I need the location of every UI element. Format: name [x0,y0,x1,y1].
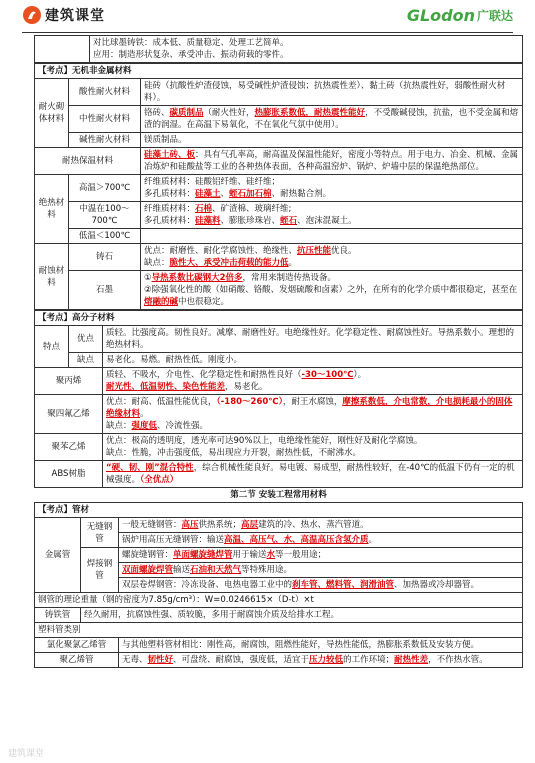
highlight: 单面螺旋缝焊管 [173,550,233,560]
text: 优点：耐磨性、耐化学腐蚀性、绝缘性、 [144,246,298,256]
row-header: 绝热材料 [35,175,69,244]
text: 多孔质材料： [144,189,196,199]
text-line [144,203,519,215]
row-header: 焊接钢管 [81,548,119,593]
row-header: 石墨 [69,271,141,310]
text: 铬砖、 [144,108,170,118]
cell-text [141,202,523,229]
text: ②除强氧化性的酸（如硝酸、铬酸、发烟硫酸和卤素）之外，在所有的化学介质中都很稳定，甚至在 [144,285,518,295]
highlight: 热膨胀系数低，耐热震性能好 [254,108,366,118]
text: 锅炉用高压无缝钢管：输送 [122,535,225,545]
cell-text: 易老化。易燃。耐热性低。刚度小。 [103,353,523,368]
cell-text [141,175,523,202]
highlight: 熔融的碱 [144,297,179,307]
text: 、耐热黏合剂。 [271,189,332,199]
highlight: 石油和天然气 [190,565,242,575]
text: 供热系统； [198,520,242,530]
text: 缺点： [144,258,170,268]
highlight: （全优点） [140,475,179,485]
text-line: 对比球墨铸铁：成本低、质量稳定、处理工艺简单。 [93,38,289,48]
cell-empty [35,36,90,63]
cell-text [103,395,523,434]
row-header: 特点 [35,326,69,368]
table-pipes [34,502,523,668]
text: 、泡沫混凝土。 [297,216,357,226]
text: 。 [368,535,378,545]
cell-text: 与其他塑料管材相比：刚性高，耐腐蚀，阻燃性能好，导热性能低，热膨胀系数低及安装方便。 [119,638,523,653]
text-line [144,245,519,257]
text-line [144,188,519,200]
row-header: 无缝钢管 [81,518,119,548]
text: 、 [220,189,230,199]
glodon-logo-text: GLodon [406,6,475,25]
highlight: 双面螺旋焊管 [122,565,174,575]
cell-text [119,563,523,578]
highlight: 抗压性能 [297,246,332,256]
text: 多孔质材料： [144,216,196,226]
text-line [106,420,519,432]
highlight: 强度低 [131,421,158,431]
text: 、可盘绕、耐腐蚀，强度低，适宜于 [173,655,310,665]
header-divider [22,32,513,33]
highlight: 硅藻土 [195,189,221,199]
table-polymer [34,310,523,488]
row-header: 聚丙烯 [35,368,103,395]
row-header: 高温＞700℃ [69,175,141,202]
highlight: （-180～260℃） [216,397,283,407]
text: 、冷流性强。 [157,421,209,431]
highlight: “硬、韧、刚”混合特性 [106,463,194,473]
text-line [144,257,519,269]
text: 等一般用途； [275,550,327,560]
text: 。 [288,258,298,268]
highlight: 碳质制品 [169,108,204,118]
text: ，不受酸碱侵蚀，抗盐，也不受金属和熔渣的润湿。在高温下易氧化，不在氧化气氛中使用）。 [144,108,519,130]
table-top [34,35,523,63]
highlight: 硅藻料 [195,216,221,226]
highlight: 压力较低 [309,655,344,665]
text: ：具有气孔率高，耐高温及保温性能好，密度小等特点。用于电力、冶金、机械、金属冶炼炉和硅酸盐等工业的各种热体表面，各种高温窑炉、锅炉、炉墙中层的保温绝热部位。 [144,150,519,172]
subsection-title: 塑料管类别 [35,623,523,638]
section-title: 【考点】管材 [35,503,523,518]
text: 的工作环境； [343,655,395,665]
highlight: 脆性大、承受冲击荷载的能力低 [169,258,289,268]
watermark-footer: 建筑课堂 [8,749,45,759]
row-header: 聚四氟乙烯 [35,395,103,434]
cell-text [103,368,523,395]
row-header: 聚苯乙烯 [35,434,103,461]
text: （耐火性好， [203,108,255,118]
text: ① [144,273,152,283]
row-header: 铸石 [69,244,141,271]
document-body [34,35,523,668]
highlight: 刹车管、燃料管、润滑油管 [292,580,395,590]
highlight: 摩擦系数低，介电常数，介电损耗最小的固体绝缘材料 [106,397,513,419]
cell-empty [141,229,523,244]
table-inorganic [34,63,523,310]
row-header: 缺点 [69,353,103,368]
text-line [144,272,519,284]
glodon-logo-cn: 广联达 [476,9,513,23]
text: 、膨胀珍珠岩、 [220,216,281,226]
cell-text: 镁质制品。 [141,133,523,148]
brand-logo-right [407,6,513,25]
text-line: 应用：制造形状复杂、承受冲击、振动荷载的零件。 [93,50,289,60]
text: 用于输送 [232,550,267,560]
row-header: 低温＜100℃ [69,229,141,244]
text: 、矿渣棉、玻璃纤维; [212,204,292,214]
chapter-title: 第二节 安装工程常用材料 [230,490,327,500]
text: 缺点： [106,421,132,431]
section-title: 【考点】高分子材料 [35,311,523,326]
section-title: 【考点】无机非金属材料 [35,64,523,79]
text-line [106,396,519,420]
text-line [106,369,519,381]
row-header: 聚乙烯管 [35,653,119,668]
cell-text: 质轻。比强度高。韧性良好。减摩、耐磨性好。电绝缘性好。化学稳定性、耐腐蚀性好。导热系数小。理想的绝热材料。 [103,326,523,353]
text: ，综合机械性能良好。易电镀、易成型，耐热性较好，在-40℃的低温下仍有一定的机械强度。 [106,463,515,485]
text: ，不作热水管。 [428,655,488,665]
text: 优良。 [331,246,357,256]
top-lines [90,36,523,63]
page-header [0,0,535,32]
row-header: 耐蚀材料 [35,244,69,310]
text: 优点：耐高、低温性能优良， [106,397,217,407]
text: 。 [140,409,149,419]
text: 质轻、不吸水，介电性、化学稳定性和耐热性良好（ [106,370,302,380]
text: 输送 [173,565,191,575]
text: 纤维质材料： [144,204,196,214]
highlight: 硅藻土砖、板 [144,150,196,160]
text: 一般无缝钢管： [122,520,182,530]
highlight: 耐热性差 [394,655,429,665]
highlight: 耐光性、低温韧性、染色性能差 [106,382,226,392]
cell-text [141,244,523,271]
row-header: ABS树脂 [35,461,103,488]
text: ，易老化。 [225,382,268,392]
cell-text [119,653,523,668]
brand-logo-left [22,5,105,25]
cell-text: 硅砖（抗酸性炉渣侵蚀，易受碱性炉渣侵蚀；抗热震性差）、黏土砖（抗热震性好，弱酸性耐火材料）。 [141,79,523,106]
text-line [106,381,519,393]
highlight: 导热系数比碳钢大2倍多 [151,273,243,283]
highlight: -30～100℃ [301,370,354,380]
text: ，常用来制造传热设备。 [242,273,337,283]
cell-text [141,271,523,310]
highlight: 高压 [181,520,199,530]
brand-name: 建筑课堂 [45,8,105,24]
text-line: 优点：极高的透明度，透光率可达90%以上，电绝缘性能好，刚性好及耐化学腐蚀。 [106,436,423,446]
row-header: 氯化聚氯乙烯管 [35,638,119,653]
text: 双层卷焊钢管：冷冻设备、电热电器工业中的 [122,580,293,590]
row-header: 碱性耐火材料 [69,133,141,148]
cell-text: 经久耐用，抗腐蚀性强、质较脆，多用于耐腐蚀介质及给排水工程。 [81,608,523,623]
highlight: 高层 [241,520,259,530]
cell-text [103,461,523,488]
text-line [144,215,519,227]
highlight: 水 [266,550,276,560]
text: ，耐王水腐蚀， [282,397,343,407]
row-header: 铸铁管 [35,608,81,623]
text: 螺旋缝钢管： [122,550,174,560]
highlight: 高温、高压气、水、高温高压含氢介质 [224,535,369,545]
text-line: 缺点：性脆，冲击强度低，易出现应力开裂，耐热性低，不耐沸水。 [106,448,362,458]
text: 无毒、 [122,655,148,665]
formula-row: 钢管的理论重量（钢的密度为7.85g/cm³）：W=0.0246615×（D-t）×t [35,593,523,608]
text: 、加热器或冷却器管。 [394,580,480,590]
cell-text [103,434,523,461]
highlight: 韧性好 [147,655,174,665]
row-header: 中温在100～700℃ [69,202,141,229]
text-line [144,284,519,308]
cell-text [119,533,523,548]
cell-text [119,548,523,563]
text: 中也很稳定。 [178,297,230,307]
row-header: 金属管 [35,518,81,593]
text: 建筑的冷、热水、蒸汽管道。 [258,520,369,530]
row-header: 优点 [69,326,103,353]
cell-text [119,578,523,593]
text-line: 纤维质材料：硅酸铝纤维、硅纤维； [144,177,281,187]
text: ）。 [353,370,367,380]
cell-text [119,518,523,533]
text: 等特殊用途。 [241,565,293,575]
highlight: 蛭石加石棉 [229,189,272,199]
highlight: 石棉 [195,204,213,214]
row-header: 耐火砌体材料 [35,79,69,148]
cell-text [141,148,523,175]
highlight: 蛭石 [280,216,298,226]
flame-logo-icon [22,5,42,25]
cell-text [141,106,523,133]
row-header: 耐热保温材料 [35,148,141,175]
row-header: 中性耐火材料 [69,106,141,133]
row-header: 酸性耐火材料 [69,79,141,106]
